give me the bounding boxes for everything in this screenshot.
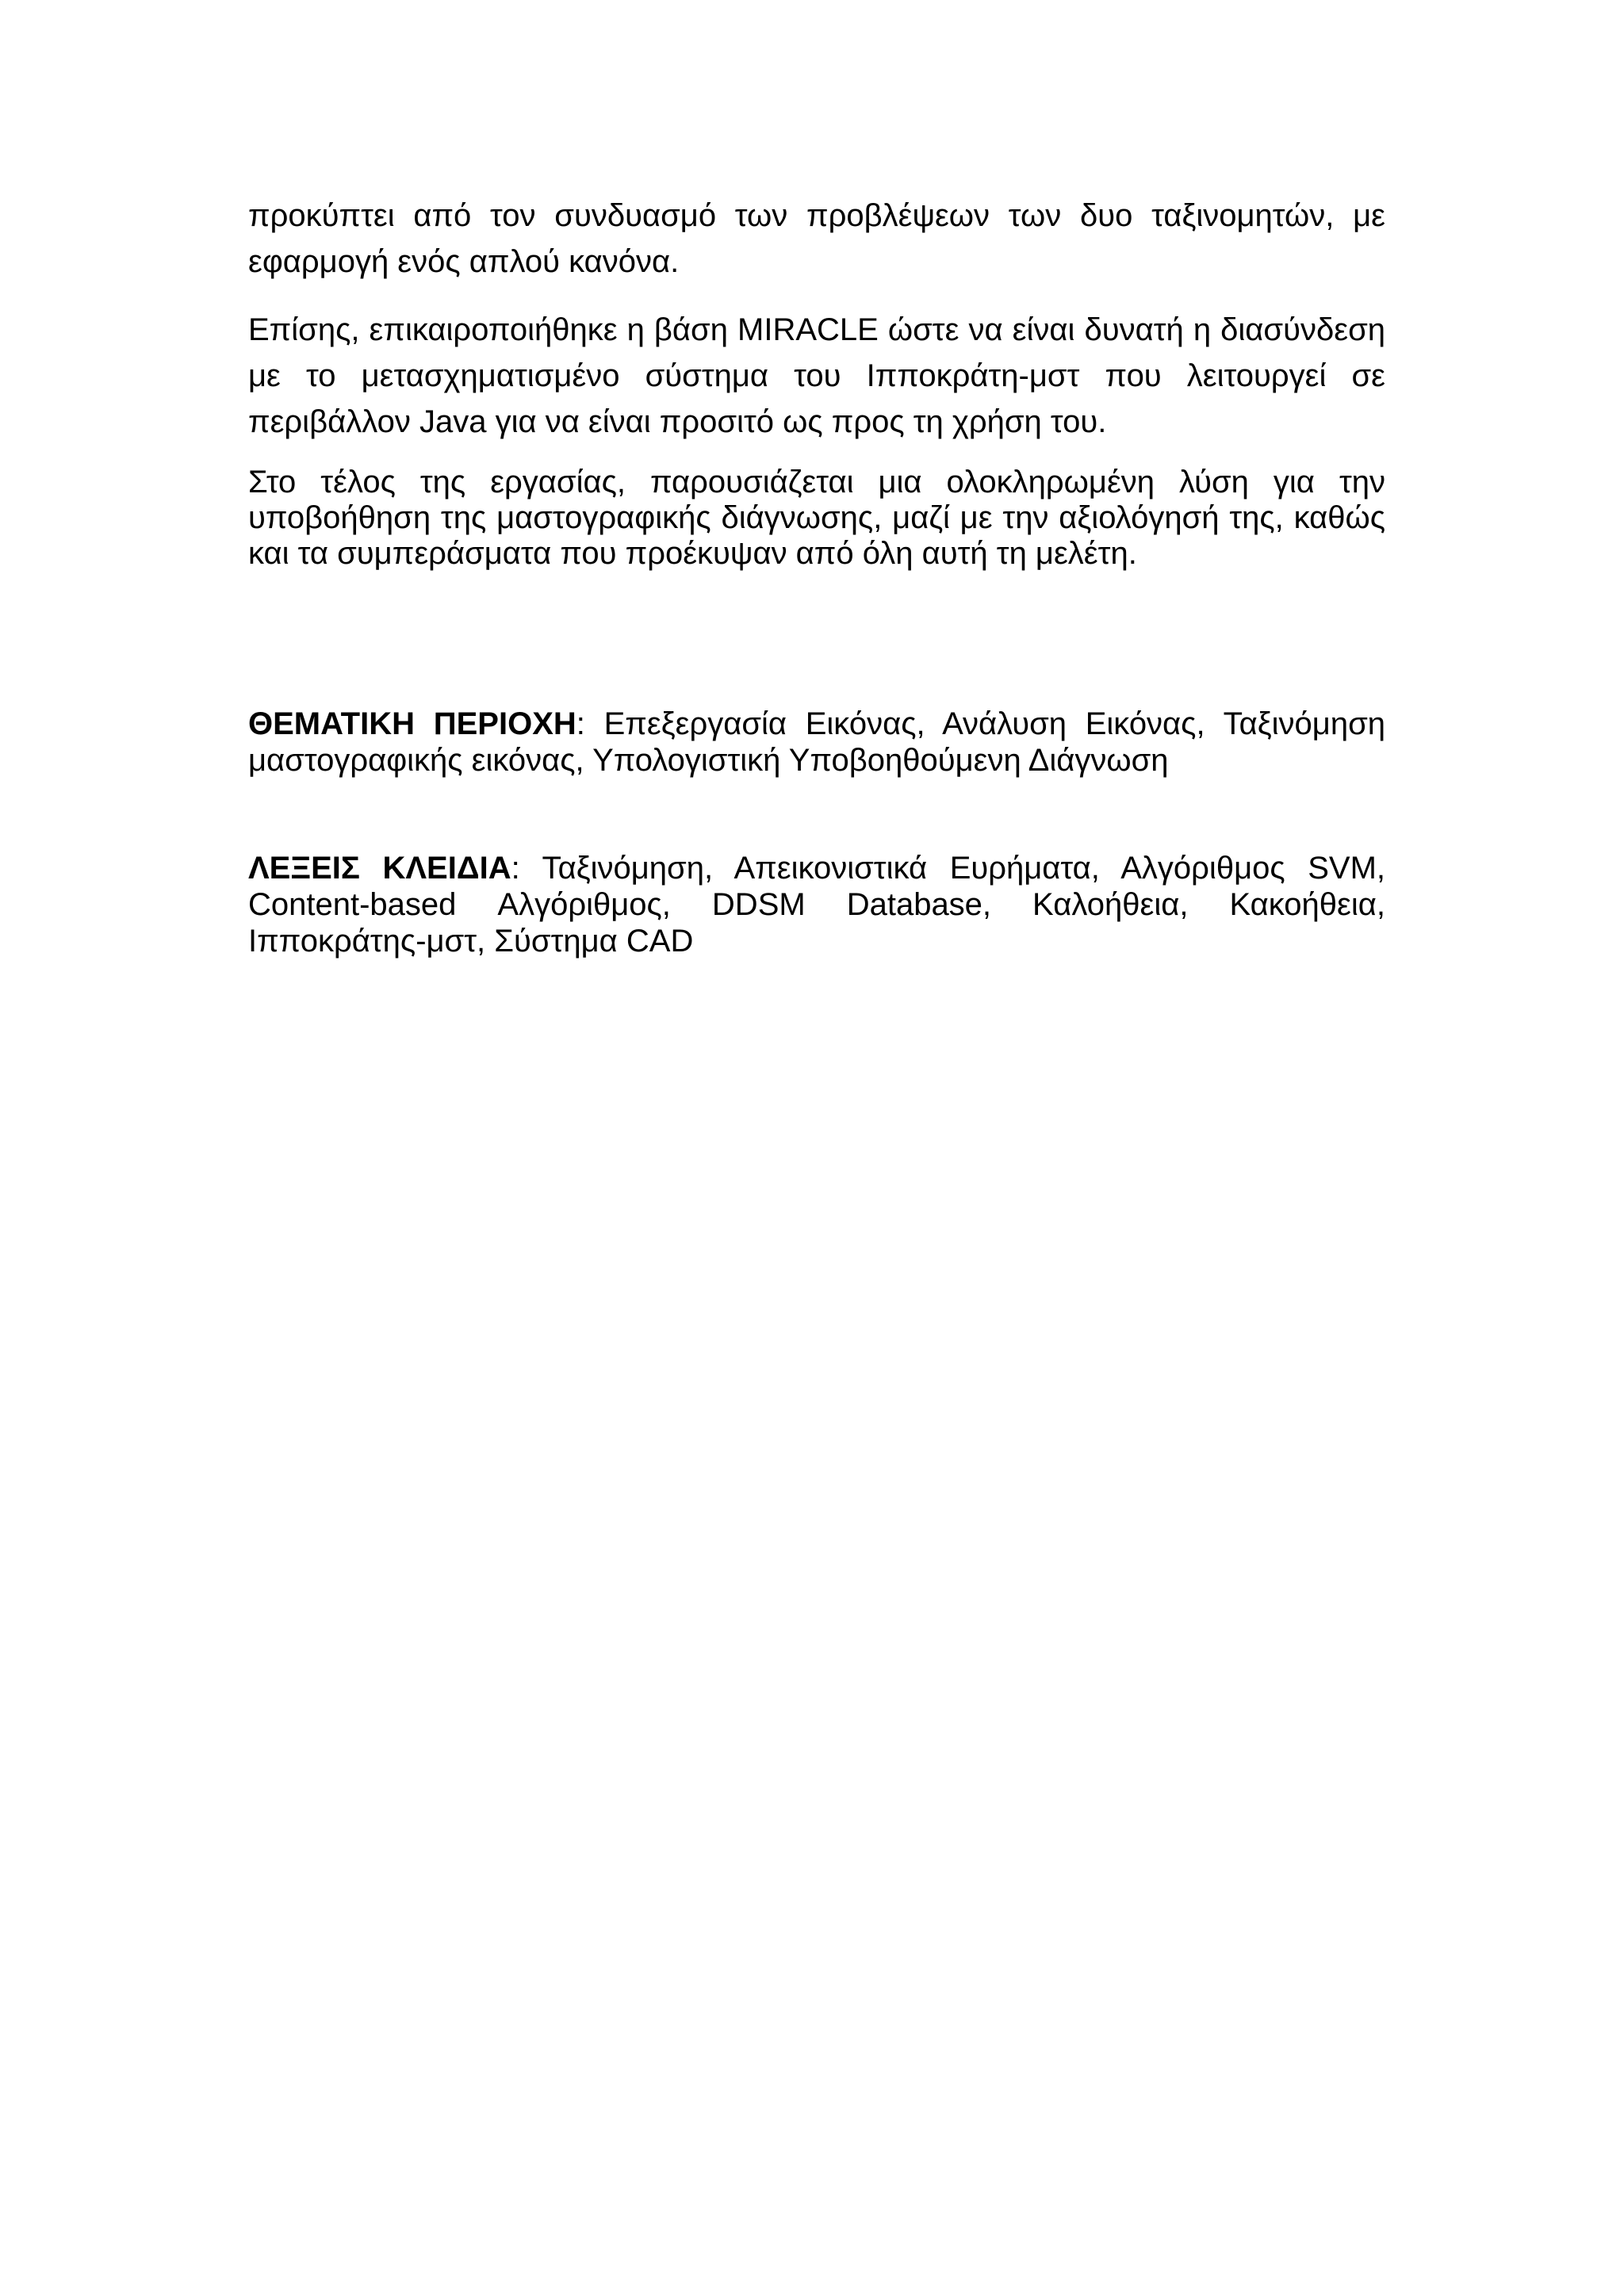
thematic-area-label: ΘΕΜΑΤΙΚΗ ΠΕΡΙΟΧΗ <box>248 706 576 741</box>
keywords-text: : Ταξινόμηση, Απεικονιστικά Ευρήματα, Αλγόριθμος SVM, Content-based Αλγόριθμος, DDSM Database, Καλοήθεια, Κακοήθεια, Ιπποκράτης-μστ, Σύστημα CAD <box>248 851 1386 959</box>
paragraph-conclusion: Στο τέλος της εργασίας, παρουσιάζεται μια ολοκληρωμένη λύση για την υποβοήθηση της μαστογραφικής διάγνωσης, μαζί με την αξιολόγησή της, καθώς και τα συμπεράσματα που προέκυψαν από όλη αυτή τη μελέτη. <box>248 465 1385 571</box>
keywords <box>248 850 1385 959</box>
paragraph-classifier-combination: προκύπτει από τον συνδυασμό των προβλέψεων των δυο ταξινομητών, με εφαρμογή ενός απλού κανόνα. <box>248 198 1385 279</box>
paragraph-miracle-update: Επίσης, επικαιροποιήθηκε η βάση MIRACLE ώστε να είναι δυνατή η διασύνδεση με το μετασχηματισμένο σύστημα του Ιπποκράτη-μστ που λειτουργεί σε περιβάλλον Java για να είναι προσιτό ως προς τη χρήση του. <box>248 312 1385 439</box>
keywords-label: ΛΕΞΕΙΣ ΚΛΕΙΔΙΑ <box>248 851 511 886</box>
thematic-area <box>248 706 1385 779</box>
thematic-area-text: : Επεξεργασία Εικόνας, Ανάλυση Εικόνας, Ταξινόμηση μαστογραφικής εικόνας, Υπολογιστική Υποβοηθούμενη Διάγνωση <box>248 706 1385 778</box>
